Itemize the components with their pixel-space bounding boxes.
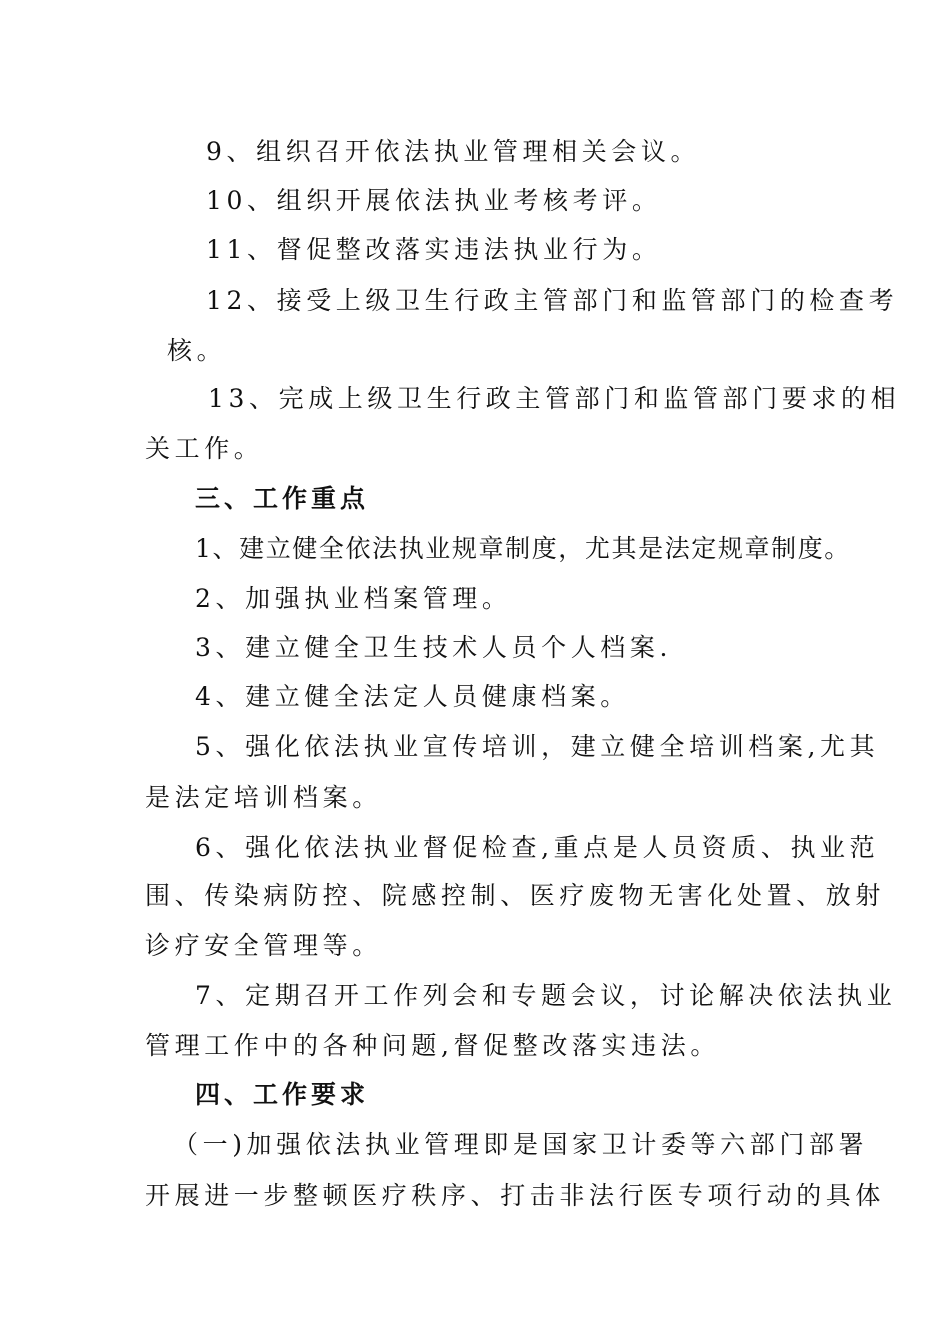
list-item-13-line-1: 13、完成上级卫生行政主管部门和监管部门要求的相 [208,384,901,413]
key-work-item-6-line-2: 围、传染病防控、院感控制、医疗废物无害化处置、放射 [145,881,886,910]
list-item-9: 9、组织召开依法执业管理相关会议。 [206,137,701,166]
key-work-item-2: 2、加强执业档案管理。 [195,584,512,613]
key-work-item-4: 4、建立健全法定人员健康档案。 [195,682,630,711]
section-heading-key-work: 三、工作重点 [195,484,370,513]
list-item-13-line-2: 关工作。 [145,434,264,463]
key-work-item-7-line-2: 管理工作中的各种问题,督促整改落实违法。 [145,1031,720,1060]
section-heading-work-requirements: 四、工作要求 [195,1080,370,1109]
key-work-item-1: 1、建立健全依法执业规章制度，尤其是法定规章制度。 [195,534,851,563]
key-work-item-6-line-3: 诊疗安全管理等。 [145,931,382,960]
key-work-item-6-line-1: 6、强化依法执业督促检查,重点是人员资质、执业范 [195,833,880,862]
key-work-item-5-line-2: 是法定培训档案。 [145,783,382,812]
list-item-12-line-2: 核。 [167,336,227,365]
key-work-item-5-line-1: 5、强化依法执业宣传培训，建立健全培训档案,尤其 [195,732,880,761]
list-item-11: 11、督促整改落实违法执业行为。 [206,235,662,264]
requirement-item-1-line-1: （一)加强依法执业管理即是国家卫计委等六部门部署 [173,1130,869,1159]
key-work-item-7-line-1: 7、定期召开工作列会和专题会议，讨论解决依法执业 [195,981,897,1010]
list-item-10: 10、组织开展依法执业考核考评。 [206,186,662,215]
key-work-item-3: 3、建立健全卫生技术人员个人档案. [195,633,673,662]
requirement-item-1-line-2: 开展进一步整顿医疗秩序、打击非法行医专项行动的具体 [145,1181,886,1210]
list-item-12-line-1: 12、接受上级卫生行政主管部门和监管部门的检查考 [206,286,899,315]
